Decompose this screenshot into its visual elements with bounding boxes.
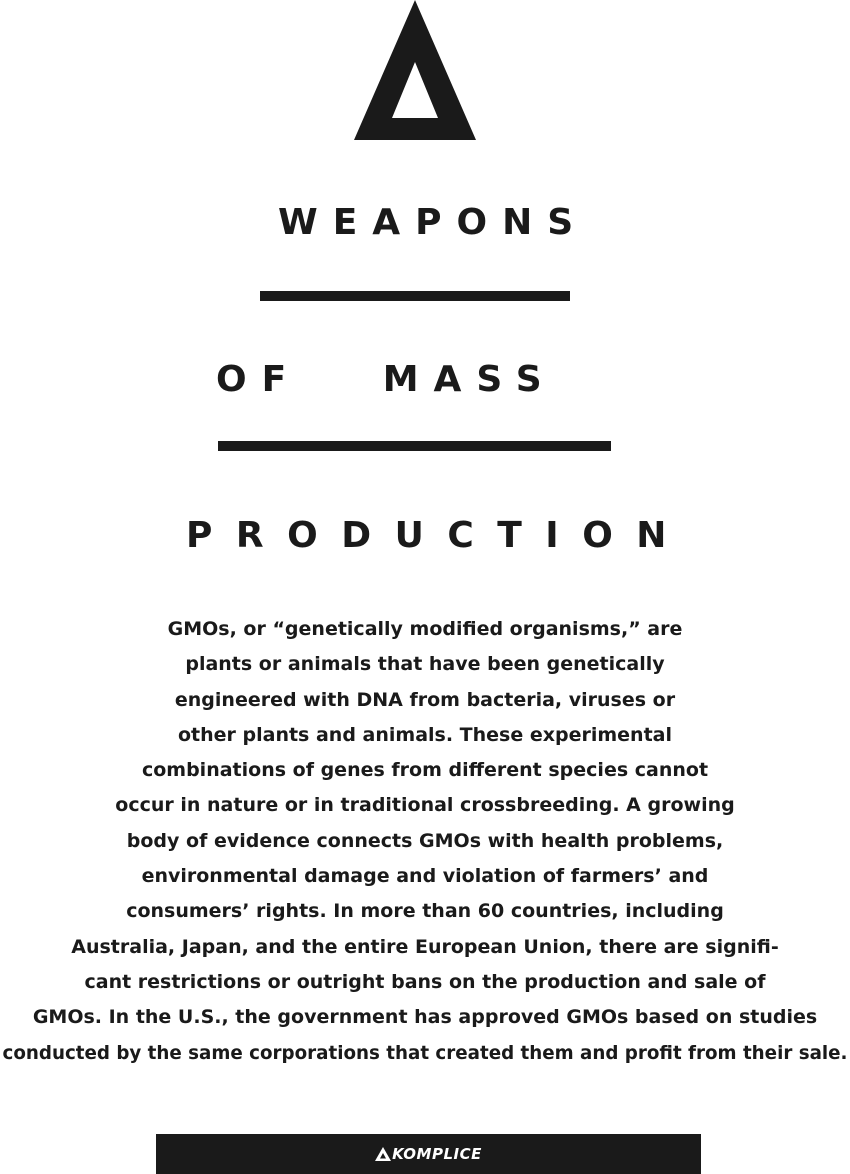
body-line: engineered with DNA from bacteria, viruses or bbox=[174, 688, 676, 711]
body-line: other plants and animals. These experimental bbox=[177, 723, 673, 746]
triangle-logo-icon bbox=[354, 0, 476, 140]
divider-rule bbox=[260, 291, 570, 301]
body-line: cant restrictions or outright bans on the production and sale of bbox=[84, 970, 766, 993]
brand-logo bbox=[375, 1145, 482, 1163]
body-paragraph bbox=[0, 612, 850, 1071]
triangle-icon bbox=[375, 1147, 391, 1161]
body-line: consumers’ rights. In more than 60 countries, including bbox=[126, 900, 724, 923]
title-line-of-mass: OF MASS bbox=[216, 359, 557, 400]
title-line-production: PRODUCTION bbox=[186, 515, 690, 556]
body-line: environmental damage and violation of farmers’ and bbox=[141, 865, 709, 888]
body-line: Australia, Japan, and the entire European Union, there are signifi- bbox=[71, 935, 779, 958]
brand-name: KOMPLICE bbox=[392, 1145, 482, 1163]
body-line: plants or animals that have been genetically bbox=[185, 653, 665, 676]
body-line: conducted by the same corporations that created them and profit from their sale. bbox=[2, 1042, 848, 1064]
divider-rule bbox=[218, 441, 611, 451]
body-line: occur in nature or in traditional crossbreeding. A growing bbox=[115, 794, 735, 817]
body-line: GMOs. In the U.S., the government has approved GMOs based on studies bbox=[32, 1006, 818, 1029]
footer-brand-bar bbox=[156, 1134, 701, 1174]
body-line: combinations of genes from different species cannot bbox=[141, 759, 709, 782]
title-line-weapons: WEAPONS bbox=[278, 202, 589, 243]
body-line: body of evidence connects GMOs with health problems, bbox=[126, 829, 724, 852]
body-line: GMOs, or “genetically modified organisms,” are bbox=[167, 618, 683, 640]
